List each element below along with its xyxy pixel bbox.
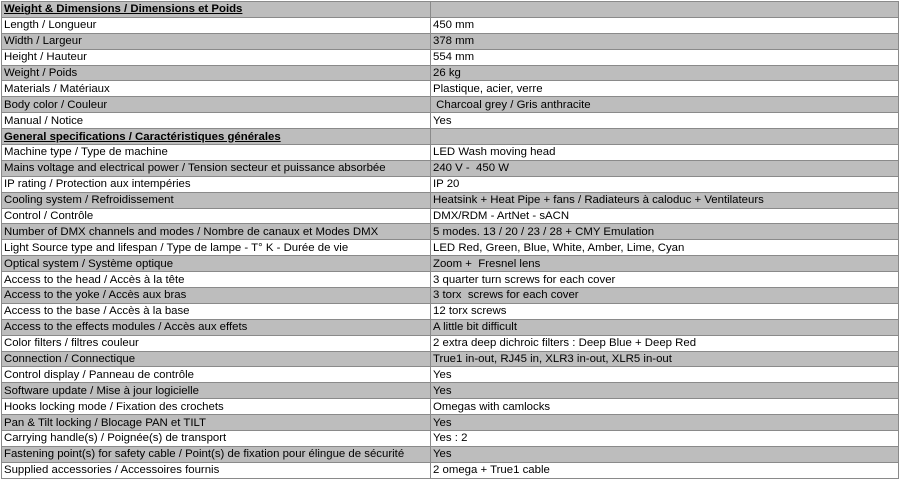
- spec-row: [2, 446, 899, 462]
- spec-value: Yes: [431, 367, 899, 383]
- spec-value: Plastique, acier, verre: [431, 81, 899, 97]
- spec-label: Access to the base / Accès à la base: [2, 303, 431, 319]
- spec-row: [2, 462, 899, 478]
- spec-value: Omegas with camlocks: [431, 399, 899, 415]
- spec-label: Light Source type and lifespan / Type de lampe - T° K - Durée de vie: [2, 240, 431, 256]
- spec-row: [2, 367, 899, 383]
- section-title: Weight & Dimensions / Dimensions et Poids: [2, 2, 431, 18]
- section-header: [2, 2, 899, 18]
- spec-label: Access to the effects modules / Accès aux effets: [2, 319, 431, 335]
- section-title: General specifications / Caractéristiques générales: [2, 129, 431, 145]
- spec-row: [2, 97, 899, 113]
- spec-label: Software update / Mise à jour logicielle: [2, 383, 431, 399]
- spec-row: [2, 65, 899, 81]
- spec-value: 3 torx screws for each cover: [431, 288, 899, 304]
- spec-row: [2, 81, 899, 97]
- spec-row: [2, 431, 899, 447]
- spec-value: 240 V - 450 W: [431, 160, 899, 176]
- spec-value: 2 omega + True1 cable: [431, 462, 899, 478]
- spec-label: Height / Hauteur: [2, 49, 431, 65]
- spec-label: Mains voltage and electrical power / Tension secteur et puissance absorbée: [2, 160, 431, 176]
- spec-row: [2, 399, 899, 415]
- spec-row: [2, 160, 899, 176]
- spec-value: 3 quarter turn screws for each cover: [431, 272, 899, 288]
- spec-row: [2, 256, 899, 272]
- spec-row: [2, 351, 899, 367]
- spec-label: Optical system / Système optique: [2, 256, 431, 272]
- spec-row: [2, 113, 899, 129]
- spec-label: Color filters / filtres couleur: [2, 335, 431, 351]
- spec-row: [2, 303, 899, 319]
- spec-row: [2, 145, 899, 161]
- spec-label: Connection / Connectique: [2, 351, 431, 367]
- spec-value: 378 mm: [431, 33, 899, 49]
- spec-value: True1 in-out, RJ45 in, XLR3 in-out, XLR5 in-out: [431, 351, 899, 367]
- spec-row: [2, 49, 899, 65]
- spec-value: 2 extra deep dichroic filters : Deep Blue + Deep Red: [431, 335, 899, 351]
- spec-label: Width / Largeur: [2, 33, 431, 49]
- spec-row: [2, 224, 899, 240]
- spec-label: Materials / Matériaux: [2, 81, 431, 97]
- spec-value: Yes: [431, 446, 899, 462]
- spec-label: Pan & Tilt locking / Blocage PAN et TILT: [2, 415, 431, 431]
- spec-label: Carrying handle(s) / Poignée(s) de transport: [2, 431, 431, 447]
- spec-value: LED Red, Green, Blue, White, Amber, Lime, Cyan: [431, 240, 899, 256]
- spec-row: [2, 192, 899, 208]
- spec-label: Length / Longueur: [2, 17, 431, 33]
- spec-label: IP rating / Protection aux intempéries: [2, 176, 431, 192]
- spec-label: Fastening point(s) for safety cable / Point(s) de fixation pour élingue de sécurité: [2, 446, 431, 462]
- spec-value: IP 20: [431, 176, 899, 192]
- spec-row: [2, 288, 899, 304]
- spec-table-body: [2, 2, 899, 479]
- spec-value: 554 mm: [431, 49, 899, 65]
- spec-value: Charcoal grey / Gris anthracite: [431, 97, 899, 113]
- section-header: [2, 129, 899, 145]
- spec-value: A little bit difficult: [431, 319, 899, 335]
- spec-label: Control display / Panneau de contrôle: [2, 367, 431, 383]
- spec-label: Hooks locking mode / Fixation des crochets: [2, 399, 431, 415]
- spec-row: [2, 335, 899, 351]
- spec-value: DMX/RDM - ArtNet - sACN: [431, 208, 899, 224]
- spec-row: [2, 383, 899, 399]
- spec-row: [2, 272, 899, 288]
- spec-label: Number of DMX channels and modes / Nombre de canaux et Modes DMX: [2, 224, 431, 240]
- spec-row: [2, 240, 899, 256]
- spec-label: Weight / Poids: [2, 65, 431, 81]
- spec-row: [2, 33, 899, 49]
- spec-label: Supplied accessories / Accessoires fournis: [2, 462, 431, 478]
- spec-value: 12 torx screws: [431, 303, 899, 319]
- spec-value: 5 modes. 13 / 20 / 23 / 28 + CMY Emulation: [431, 224, 899, 240]
- spec-label: Access to the head / Accès à la tête: [2, 272, 431, 288]
- spec-label: Control / Contrôle: [2, 208, 431, 224]
- spec-row: [2, 176, 899, 192]
- section-header-empty-cell: [431, 129, 899, 145]
- spec-row: [2, 415, 899, 431]
- spec-value: Yes: [431, 383, 899, 399]
- spec-label: Access to the yoke / Accès aux bras: [2, 288, 431, 304]
- spec-label: Body color / Couleur: [2, 97, 431, 113]
- spec-label: Cooling system / Refroidissement: [2, 192, 431, 208]
- section-header-empty-cell: [431, 2, 899, 18]
- spec-row: [2, 319, 899, 335]
- spec-value: Heatsink + Heat Pipe + fans / Radiateurs à caloduc + Ventilateurs: [431, 192, 899, 208]
- spec-label: Manual / Notice: [2, 113, 431, 129]
- spec-row: [2, 17, 899, 33]
- spec-value: 26 kg: [431, 65, 899, 81]
- spec-value: 450 mm: [431, 17, 899, 33]
- spec-value: LED Wash moving head: [431, 145, 899, 161]
- spec-value: Zoom + Fresnel lens: [431, 256, 899, 272]
- spec-value: Yes : 2: [431, 431, 899, 447]
- spec-table: [1, 1, 899, 479]
- spec-row: [2, 208, 899, 224]
- spec-value: Yes: [431, 113, 899, 129]
- spec-label: Machine type / Type de machine: [2, 145, 431, 161]
- spec-value: Yes: [431, 415, 899, 431]
